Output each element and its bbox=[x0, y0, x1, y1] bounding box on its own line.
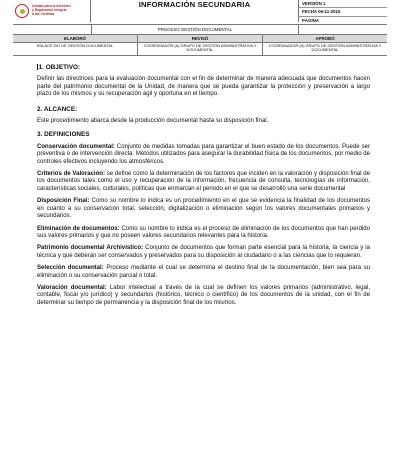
logo-text: Unidad para la Atención y Reparación Integral a las Víctimas bbox=[32, 4, 71, 16]
definition-item: Patrimonio documental Archivístico: Conjunto de documentos que forman parte esencial para la historia, la ciencia y la técnica y que deberán ser conservados y preservados para su disposición al ciudadano o a las ciencias que lo requieran. bbox=[37, 245, 371, 259]
document-title-cell bbox=[91, 0, 299, 22]
document-meta bbox=[299, 0, 387, 24]
header-top-row bbox=[13, 0, 387, 25]
document-body bbox=[37, 64, 370, 307]
text-cursor bbox=[37, 64, 38, 70]
scope-text: Este procedimiento abarca desde la producción documental hasta su disposición final. bbox=[37, 118, 269, 125]
definition-item: Selección documental: Proceso mediante el cual se determina el destino final de la documentación, bien sea para su eliminación o su conservación parcial o total. bbox=[37, 265, 370, 279]
page-label: PÁGINA bbox=[302, 17, 320, 23]
elaboro-value: ENLACE SIG DE GESTIÓN DOCUMENTAL bbox=[13, 43, 138, 55]
unidad-logo bbox=[13, 0, 91, 22]
objective-text: Definir las directrices para la evaluación documental con el fin de determinar de manera adecuada que documentos hacen parte del patrimonio documental de la Unidad, de manera que se pueda garantizar la protección y preservación a largo plazo de los mismos y su recuperación ágil y oportuna en el tiempo. bbox=[37, 76, 370, 98]
reviso-value: COORDINADOR (A) GRUPO DE GESTIÓN ADMINISTRATIVA Y DOCUMENTAL bbox=[138, 43, 263, 55]
process-name: PROCESO GESTIÓN DOCUMENTAL bbox=[92, 25, 299, 34]
objective-heading: 1. OBJETIVO: bbox=[38, 64, 81, 71]
definition-item: Criterios de Valoración: se define como la determinación de los factores que inciden en la valoración y disposición final de los documentos tales como el uso y recuperación de la información, frecuencia de consulta, tecnologías de información, características sociales, culturales, políticas que enmarcan el periodo en el que se desarrolló una serie documental bbox=[37, 171, 370, 192]
definition-item: Conservación documental: Conjunto de medidas tomadas para garantizar el buen estado de los documentos. Puede ser preventiva o de intervención directa. Métodos utilizados para asegurar la durabilidad física de los documentos, por medio de controles efectivos incluyendo los atmosféricos. bbox=[37, 143, 370, 165]
version-label: VERSIÓN 1 bbox=[299, 0, 387, 8]
signature-headers bbox=[13, 35, 387, 43]
aprobo-value: COORDINADOR (A) GRUPO DE GESTIÓN ADMINISTRATIVA Y DOCUMENTAL bbox=[268, 42, 382, 53]
document-header bbox=[13, 0, 387, 56]
elaboro-header: ELABORÓ bbox=[13, 35, 138, 42]
seal-icon bbox=[15, 4, 29, 18]
definition-item: Valoración documental: Labor intelectual a través de la cual se definen los valores primarios (administrativo, legal, contable, fiscal y/o jurídico) y secundarios (histórico, técnico o científico) de los documentos de la unidad, con el fin de determinar su tiempo de permanencia y la disposición final de los mismos. bbox=[37, 284, 370, 306]
reviso-header: REVISÓ bbox=[138, 35, 263, 42]
definition-item: Eliminación de documentos: Como su nombre lo indica es el proceso de eliminación de los documentos que han perdido sus valores primarios y que no poseen valores secundarios relevantes para la historia. bbox=[37, 225, 371, 239]
document-title: INFORMACIÓN SECUNDARIA bbox=[138, 0, 251, 9]
definitions-heading: 3. DEFINICIONES bbox=[37, 131, 90, 139]
date-label: FECHA 06-11-2015 bbox=[299, 8, 387, 16]
definition-item: Disposición Final: Como su nombre lo indica es un procedimiento en el que se evidencia la finalidad de los documentos en cuanto a su conservación total, selección, digitalización o eliminación según los valores documentales primarios y secundarios. bbox=[37, 198, 370, 220]
process-row bbox=[13, 25, 387, 35]
aprobo-header: APROBÓ bbox=[315, 35, 335, 41]
scope-heading: 2. ALCANCE: bbox=[37, 105, 78, 113]
signature-values bbox=[13, 43, 387, 56]
